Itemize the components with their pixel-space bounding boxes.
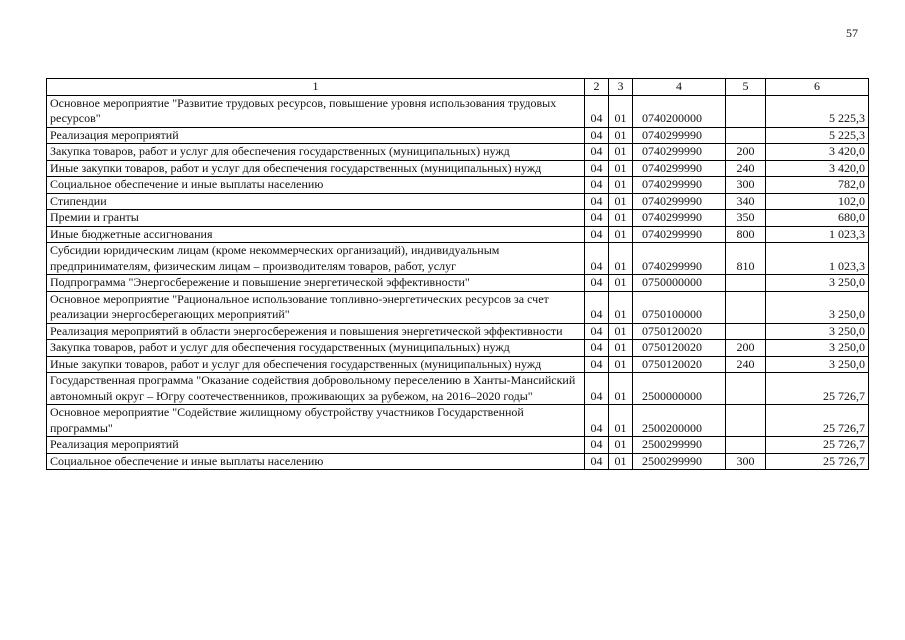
cell-section: 04 (585, 210, 609, 227)
cell-subsection: 01 (609, 323, 633, 340)
cell-target-item: 2500299990 (633, 453, 726, 470)
table-row (47, 243, 869, 275)
cell-expense-type: 350 (726, 210, 766, 227)
cell-name: Стипендии (47, 193, 585, 210)
cell-section: 04 (585, 453, 609, 470)
table-row (47, 127, 869, 144)
cell-section: 04 (585, 243, 609, 275)
cell-subsection: 01 (609, 226, 633, 243)
cell-subsection: 01 (609, 405, 633, 437)
cell-amount: 3 250,0 (766, 323, 869, 340)
cell-target-item: 0740299990 (633, 144, 726, 161)
cell-subsection: 01 (609, 144, 633, 161)
budget-table (46, 78, 869, 470)
cell-name: Основное мероприятие "Рациональное использование топливно-энергетических ресурсов за счет реализации энергосберегающих мероприятий" (47, 291, 585, 323)
cell-section: 04 (585, 177, 609, 194)
table-row (47, 453, 869, 470)
cell-amount: 3 250,0 (766, 340, 869, 357)
table-row (47, 193, 869, 210)
table-row (47, 160, 869, 177)
cell-section: 04 (585, 323, 609, 340)
cell-name: Основное мероприятие "Содействие жилищному обустройству участников Государственной программы" (47, 405, 585, 437)
table-row (47, 405, 869, 437)
cell-amount: 680,0 (766, 210, 869, 227)
cell-target-item: 0750000000 (633, 275, 726, 292)
table-row (47, 323, 869, 340)
cell-amount: 25 726,7 (766, 373, 869, 405)
cell-expense-type: 340 (726, 193, 766, 210)
cell-target-item: 0740299990 (633, 210, 726, 227)
cell-subsection: 01 (609, 127, 633, 144)
cell-amount: 1 023,3 (766, 226, 869, 243)
table-row (47, 291, 869, 323)
cell-amount: 102,0 (766, 193, 869, 210)
cell-expense-type: 300 (726, 453, 766, 470)
cell-amount: 782,0 (766, 177, 869, 194)
cell-amount: 3 420,0 (766, 144, 869, 161)
cell-target-item: 2500299990 (633, 437, 726, 454)
cell-name: Реализация мероприятий в области энергосбережения и повышения энергетической эффективности (47, 323, 585, 340)
header-cell-target-item: 4 (633, 79, 726, 96)
cell-target-item: 0740299990 (633, 177, 726, 194)
table-row (47, 177, 869, 194)
cell-subsection: 01 (609, 95, 633, 127)
cell-subsection: 01 (609, 243, 633, 275)
cell-name: Субсидии юридическим лицам (кроме некоммерческих организаций), индивидуальным предпринимателям, физическим лицам – производителям товаров, работ, услуг (47, 243, 585, 275)
table-row (47, 210, 869, 227)
cell-target-item: 0750100000 (633, 291, 726, 323)
cell-amount: 3 250,0 (766, 275, 869, 292)
cell-amount: 3 420,0 (766, 160, 869, 177)
cell-name: Иные бюджетные ассигнования (47, 226, 585, 243)
cell-section: 04 (585, 226, 609, 243)
cell-name: Закупка товаров, работ и услуг для обеспечения государственных (муниципальных) нужд (47, 340, 585, 357)
table-row (47, 95, 869, 127)
cell-section: 04 (585, 291, 609, 323)
cell-expense-type (726, 275, 766, 292)
cell-section: 04 (585, 373, 609, 405)
cell-expense-type (726, 127, 766, 144)
cell-section: 04 (585, 193, 609, 210)
cell-name: Социальное обеспечение и иные выплаты населению (47, 177, 585, 194)
cell-target-item: 0740299990 (633, 193, 726, 210)
cell-amount: 3 250,0 (766, 356, 869, 373)
header-cell-section: 2 (585, 79, 609, 96)
cell-amount: 3 250,0 (766, 291, 869, 323)
cell-expense-type: 800 (726, 226, 766, 243)
cell-subsection: 01 (609, 373, 633, 405)
cell-expense-type: 300 (726, 177, 766, 194)
cell-name: Социальное обеспечение и иные выплаты населению (47, 453, 585, 470)
cell-expense-type (726, 405, 766, 437)
cell-target-item: 0750120020 (633, 356, 726, 373)
header-cell-subsection: 3 (609, 79, 633, 96)
cell-expense-type: 810 (726, 243, 766, 275)
cell-section: 04 (585, 356, 609, 373)
table-row (47, 144, 869, 161)
cell-subsection: 01 (609, 193, 633, 210)
cell-amount: 1 023,3 (766, 243, 869, 275)
table-row (47, 275, 869, 292)
table-row (47, 373, 869, 405)
cell-expense-type (726, 323, 766, 340)
page-number: 57 (846, 26, 858, 40)
cell-subsection: 01 (609, 340, 633, 357)
table-row (47, 340, 869, 357)
cell-target-item: 0740299990 (633, 127, 726, 144)
cell-name: Иные закупки товаров, работ и услуг для обеспечения государственных (муниципальных) нужд (47, 160, 585, 177)
cell-subsection: 01 (609, 160, 633, 177)
cell-expense-type (726, 291, 766, 323)
table-body (47, 79, 869, 470)
cell-section: 04 (585, 127, 609, 144)
cell-target-item: 0740200000 (633, 95, 726, 127)
cell-target-item: 2500200000 (633, 405, 726, 437)
cell-subsection: 01 (609, 437, 633, 454)
cell-name: Реализация мероприятий (47, 127, 585, 144)
header-row (47, 79, 869, 96)
cell-expense-type: 200 (726, 144, 766, 161)
cell-subsection: 01 (609, 210, 633, 227)
cell-expense-type: 200 (726, 340, 766, 357)
table-row (47, 226, 869, 243)
cell-name: Подпрограмма "Энергосбережение и повышение энергетической эффективности" (47, 275, 585, 292)
cell-amount: 5 225,3 (766, 127, 869, 144)
cell-name: Основное мероприятие "Развитие трудовых ресурсов, повышение уровня использования трудовых ресурсов" (47, 95, 585, 127)
cell-subsection: 01 (609, 177, 633, 194)
cell-target-item: 0740299990 (633, 160, 726, 177)
cell-target-item: 0750120020 (633, 340, 726, 357)
cell-target-item: 0740299990 (633, 226, 726, 243)
cell-section: 04 (585, 437, 609, 454)
cell-expense-type: 240 (726, 356, 766, 373)
cell-subsection: 01 (609, 453, 633, 470)
cell-section: 04 (585, 275, 609, 292)
cell-section: 04 (585, 340, 609, 357)
cell-expense-type (726, 373, 766, 405)
cell-section: 04 (585, 405, 609, 437)
cell-target-item: 0750120020 (633, 323, 726, 340)
table-row (47, 356, 869, 373)
cell-subsection: 01 (609, 275, 633, 292)
cell-name: Премии и гранты (47, 210, 585, 227)
cell-target-item: 0740299990 (633, 243, 726, 275)
cell-name: Государственная программа "Оказание содействия добровольному переселению в Ханты-Мансийский автономный округ – Югру соотечественников, проживающих за рубежом, на 2016–2020 годы" (47, 373, 585, 405)
cell-subsection: 01 (609, 356, 633, 373)
cell-expense-type: 240 (726, 160, 766, 177)
table-row (47, 437, 869, 454)
cell-section: 04 (585, 95, 609, 127)
header-cell-amount: 6 (766, 79, 869, 96)
cell-amount: 5 225,3 (766, 95, 869, 127)
cell-subsection: 01 (609, 291, 633, 323)
cell-expense-type (726, 95, 766, 127)
header-cell-name: 1 (47, 79, 585, 96)
cell-amount: 25 726,7 (766, 437, 869, 454)
cell-name: Закупка товаров, работ и услуг для обеспечения государственных (муниципальных) нужд (47, 144, 585, 161)
cell-amount: 25 726,7 (766, 453, 869, 470)
cell-target-item: 2500000000 (633, 373, 726, 405)
cell-section: 04 (585, 144, 609, 161)
cell-name: Реализация мероприятий (47, 437, 585, 454)
cell-section: 04 (585, 160, 609, 177)
cell-expense-type (726, 437, 766, 454)
header-cell-expense-type: 5 (726, 79, 766, 96)
cell-name: Иные закупки товаров, работ и услуг для обеспечения государственных (муниципальных) нужд (47, 356, 585, 373)
cell-amount: 25 726,7 (766, 405, 869, 437)
